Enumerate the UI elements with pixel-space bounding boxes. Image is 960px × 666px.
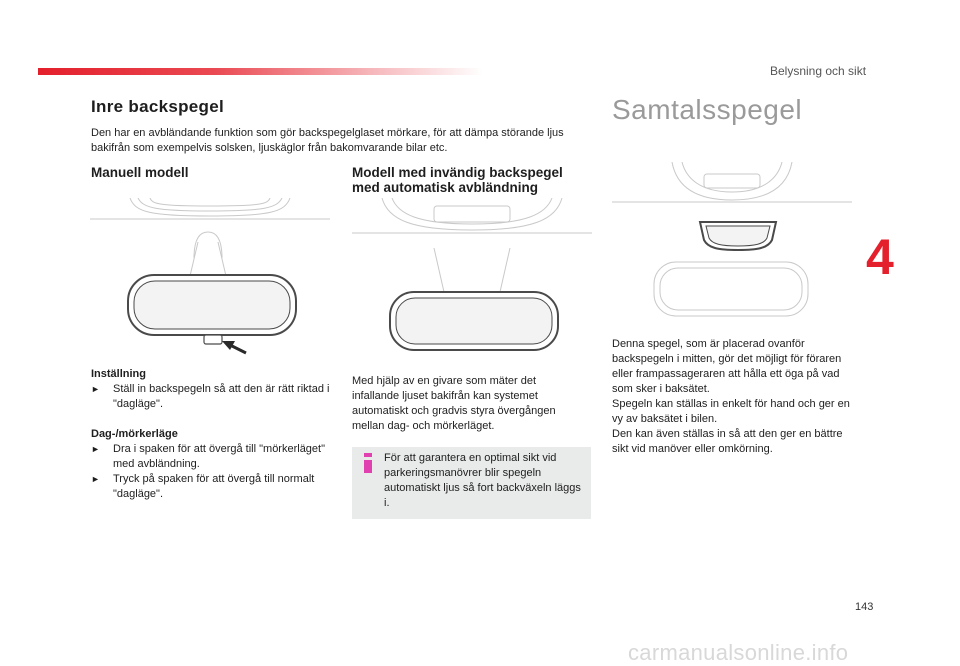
description-paragraph: Spegeln kan ställas in enkelt för hand och ger en vy av baksätet i bilen. [612, 398, 850, 425]
manual-instructions [91, 367, 336, 502]
arrow-icon [222, 341, 246, 353]
auto-mirror-illustration [352, 198, 594, 358]
description-paragraph: Den kan även ställas in så att den ger en bättre sikt vid manöver eller omkörning. [612, 428, 843, 455]
auto-model-heading: Modell med invändig backspegel med automatisk avbländning [352, 165, 563, 195]
info-text: För att garantera en optimal sikt vid parkeringsmanövrer blir spegeln automatiskt ljus så fort backväxeln läggs i. [384, 452, 581, 509]
header-accent-bar [38, 68, 483, 75]
daynight-heading: Dag-/mörkerläge [91, 428, 178, 440]
list-item [91, 442, 336, 472]
footer-watermark: carmanualsonline.info [628, 640, 849, 665]
setting-heading: Inställning [91, 368, 146, 380]
list-item [91, 472, 336, 502]
daynight-item: Dra i spaken för att övergå till "mörkerläget" med avbländning. [113, 443, 326, 470]
manual-mirror-illustration [90, 198, 332, 358]
info-box [352, 447, 591, 519]
bullet-icon: ► [91, 474, 100, 484]
conversation-mirror-description [612, 337, 856, 457]
page-title: Inre backspegel [91, 97, 225, 116]
intro-paragraph: Den har en avbländande funktion som gör backspegelglaset mörkare, för att dämpa störande ljus bakifrån som exempelvis solsken, ljuskäglor från bakomvarande bilar etc. [91, 127, 564, 154]
bullet-icon: ► [91, 384, 100, 394]
daynight-item: Tryck på spaken för att övergå till normalt "dagläge". [113, 473, 315, 500]
description-paragraph: Denna spegel, som är placerad ovanför backspegeln i mitten, gör det möjligt för föraren eller frampassageraren att hålla ett öga på vad som sker i baksätet. [612, 338, 842, 395]
setting-item: Ställ in backspegeln så att den är rätt riktad i "dagläge". [113, 383, 330, 410]
chapter-number: 4 [866, 229, 894, 285]
manual-model-heading: Manuell modell [91, 165, 189, 180]
info-icon [362, 453, 374, 473]
list-item [91, 382, 336, 412]
conversation-mirror-illustration [612, 162, 854, 322]
page-number: 143 [855, 601, 874, 613]
auto-description: Med hjälp av en givare som mäter det infallande ljuset bakifrån kan systemet automatiskt och gradvis styra övergången mellan dag- och mörkerläget. [352, 375, 556, 432]
section-title: Belysning och sikt [770, 64, 867, 78]
conversation-mirror-title: Samtalsspegel [612, 94, 803, 125]
bullet-icon: ► [91, 444, 100, 454]
